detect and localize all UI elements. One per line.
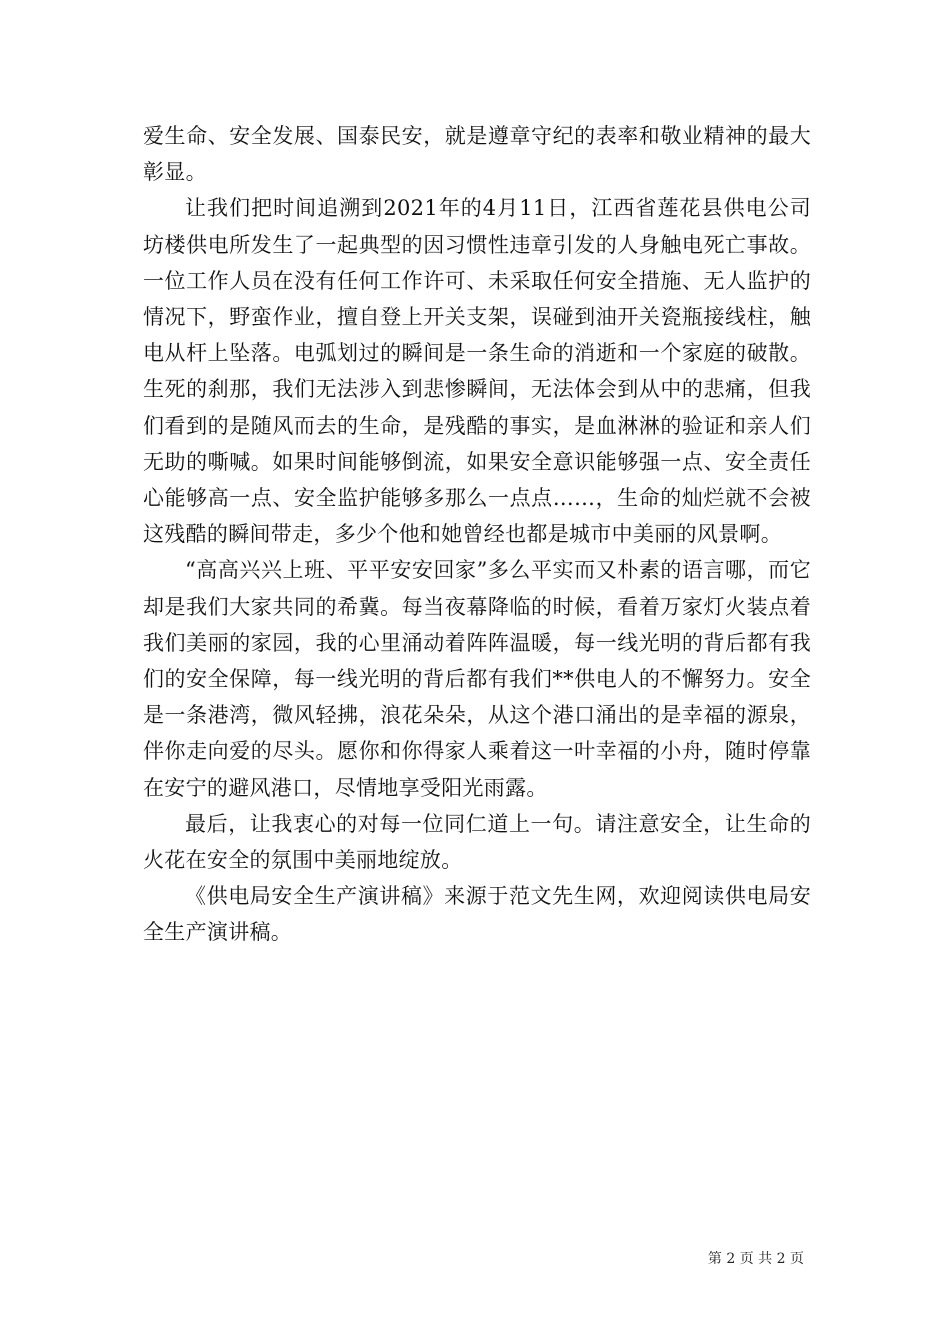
paragraph-3: “高高兴兴上班、平平安安回家”多么平实而又朴素的语言哪，而它却是我们大家共同的希冀。每当夜幕降临的时候，看着万家灯火装点着我们美丽的家园，我的心里涌动着阵阵温暖，每一线光明的背后都有我们的安全保障，每一线光明的背后都有我们**供电人的不懈努力。安全是一条港湾，微风轻拂，浪花朵朵，从这个港口涌出的是幸福的源泉，伴你走向爱的尽头。愿你和你得家人乘着这一叶幸福的小舟，随时停靠在安宁的避风港口，尽情地享受阳光雨露。	[143, 558, 811, 800]
paragraph-2: 让我们把时间追溯到2021年的4月11日，江西省莲花县供电公司坊楼供电所发生了一起典型的因习惯性违章引发的人身触电死亡事故。一位工作人员在没有任何工作许可、未采取任何安全措施、无人监护的情况下，野蛮作业，擅自登上开关支架，误碰到油开关瓷瓶接线柱，触电从杆上坠落。电弧划过的瞬间是一条生命的消逝和一个家庭的破散。生死的刹那，我们无法涉入到悲惨瞬间，无法体会到从中的悲痛，但我们看到的是随风而去的生命，是残酷的事实，是血淋淋的验证和亲人们无助的嘶喊。如果时间能够倒流，如果安全意识能够强一点、安全责任心能够高一点、安全监护能够多那么一点点……，生命的灿烂就不会被这残酷的瞬间带走，多少个他和她曾经也都是城市中美丽的风景啊。	[143, 196, 811, 547]
page-number-footer: 第 2 页 共 2 页	[707, 1251, 804, 1267]
document-body	[143, 118, 811, 951]
paragraph-1: 爱生命、安全发展、国泰民安，就是遵章守纪的表率和敬业精神的最大彰显。	[143, 124, 811, 185]
paragraph-4: 最后，让我衷心的对每一位同仁道上一句。请注意安全，让生命的火花在安全的氛围中美丽地绽放。	[143, 811, 811, 873]
paragraph-5: 《供电局安全生产演讲稿》来源于范文先生网，欢迎阅读供电局安全生产演讲稿。	[143, 884, 811, 945]
